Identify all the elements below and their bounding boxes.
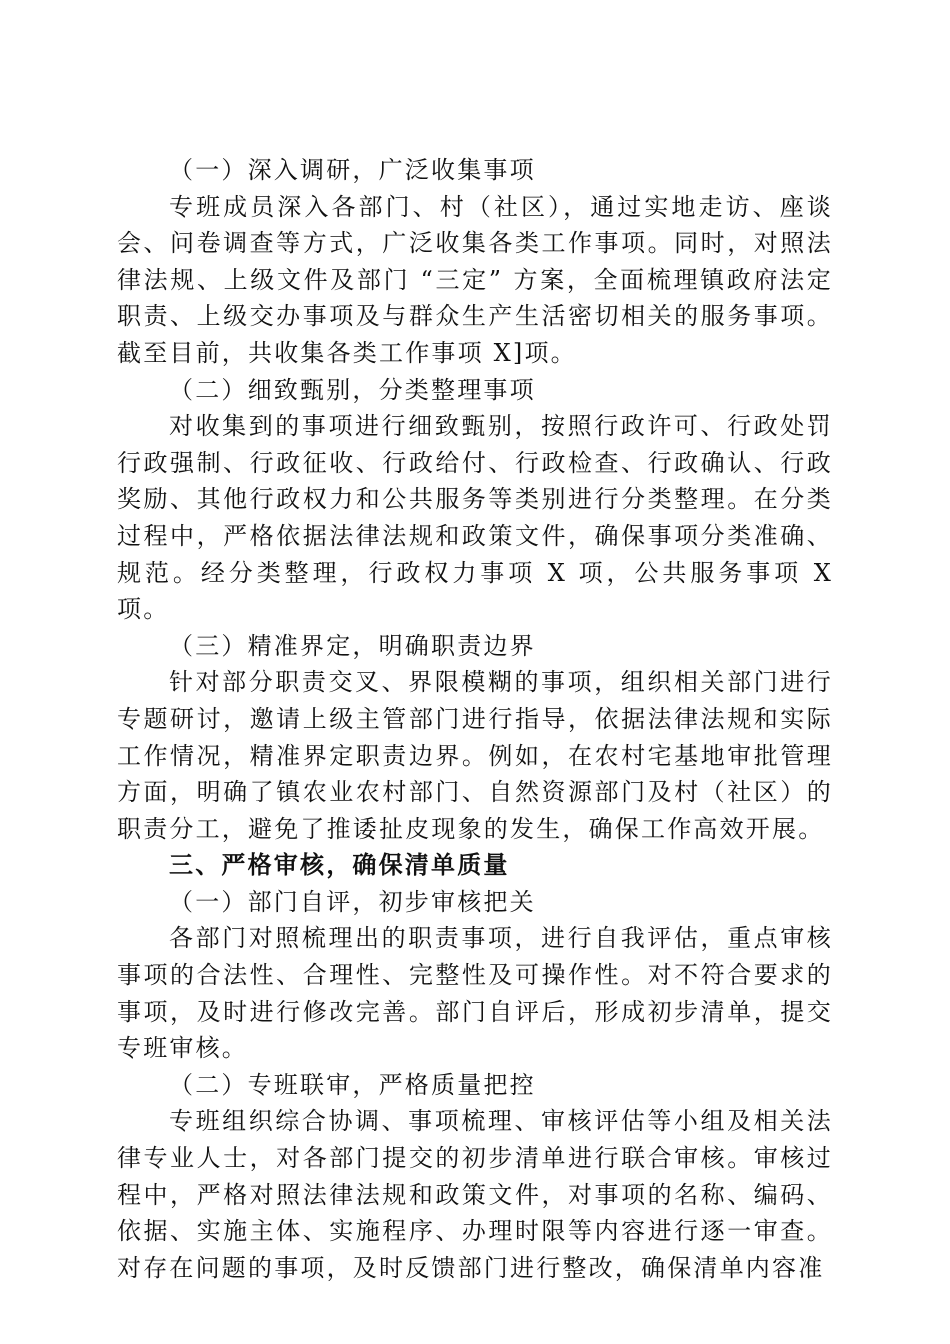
- section-heading-joint-review: （二）专班联审，严格质量把控: [169, 1070, 536, 1099]
- section-heading-define: （三）精准界定，明确职责边界: [169, 631, 536, 660]
- paragraph-collect: 专班成员深入各部门、村（社区），通过实地走访、座谈会、问卷调查等方式，广泛收集各类工作事项。同时，对照法律法规、上级文件及部门 “三定” 方案，全面梳理镇政府法定职责、上级交办事项及与群众生产生活密切相关的服务事项。截至目前，共收集各类工作事项 X]项。: [117, 192, 833, 367]
- chapter-heading-review: 三、严格审核，确保清单质量: [169, 850, 510, 880]
- section-heading-collect: （一）深入调研，广泛收集事项: [169, 156, 536, 184]
- section-heading-self-review: （一）部门自评，初步审核把关: [169, 887, 536, 916]
- paragraph-joint-review: 专班组织综合协调、事项梳理、审核评估等小组及相关法律专业人士，对各部门提交的初步清单进行联合审核。审核过程中，严格对照法律法规和政策文件，对事项的名称、编码、依据、实施主体、实施程序、办理时限等内容进行逐一审查。对存在问题的事项，及时反馈部门进行整改，确保清单内容准: [117, 1107, 833, 1282]
- section-heading-classify: （二）细致甄别，分类整理事项: [169, 375, 536, 404]
- document-body: [117, 152, 833, 1286]
- paragraph-classify: 对收集到的事项进行细致甄别，按照行政许可、行政处罚行政强制、行政征收、行政给付、行政检查、行政确认、行政奖励、其他行政权力和公共服务等类别进行分类整理。在分类过程中，严格依据法律法规和政策文件，确保事项分类准确、规范。经分类整理，行政权力事项 X 项，公共服务事项 X 项。: [117, 412, 833, 624]
- paragraph-define: 针对部分职责交叉、界限模糊的事项，组织相关部门进行专题研讨，邀请上级主管部门进行指导，依据法律法规和实际工作情况，精准界定职责边界。例如，在农村宅基地审批管理方面，明确了镇农业农村部门、自然资源部门及村（社区）的职责分工，避免了推诿扯皮现象的发生，确保工作高效开展。: [117, 668, 833, 843]
- paragraph-self-review: 各部门对照梳理出的职责事项，进行自我评估，重点审核事项的合法性、合理性、完整性及可操作性。对不符合要求的事项，及时进行修改完善。部门自评后，形成初步清单，提交专班审核。: [117, 924, 833, 1063]
